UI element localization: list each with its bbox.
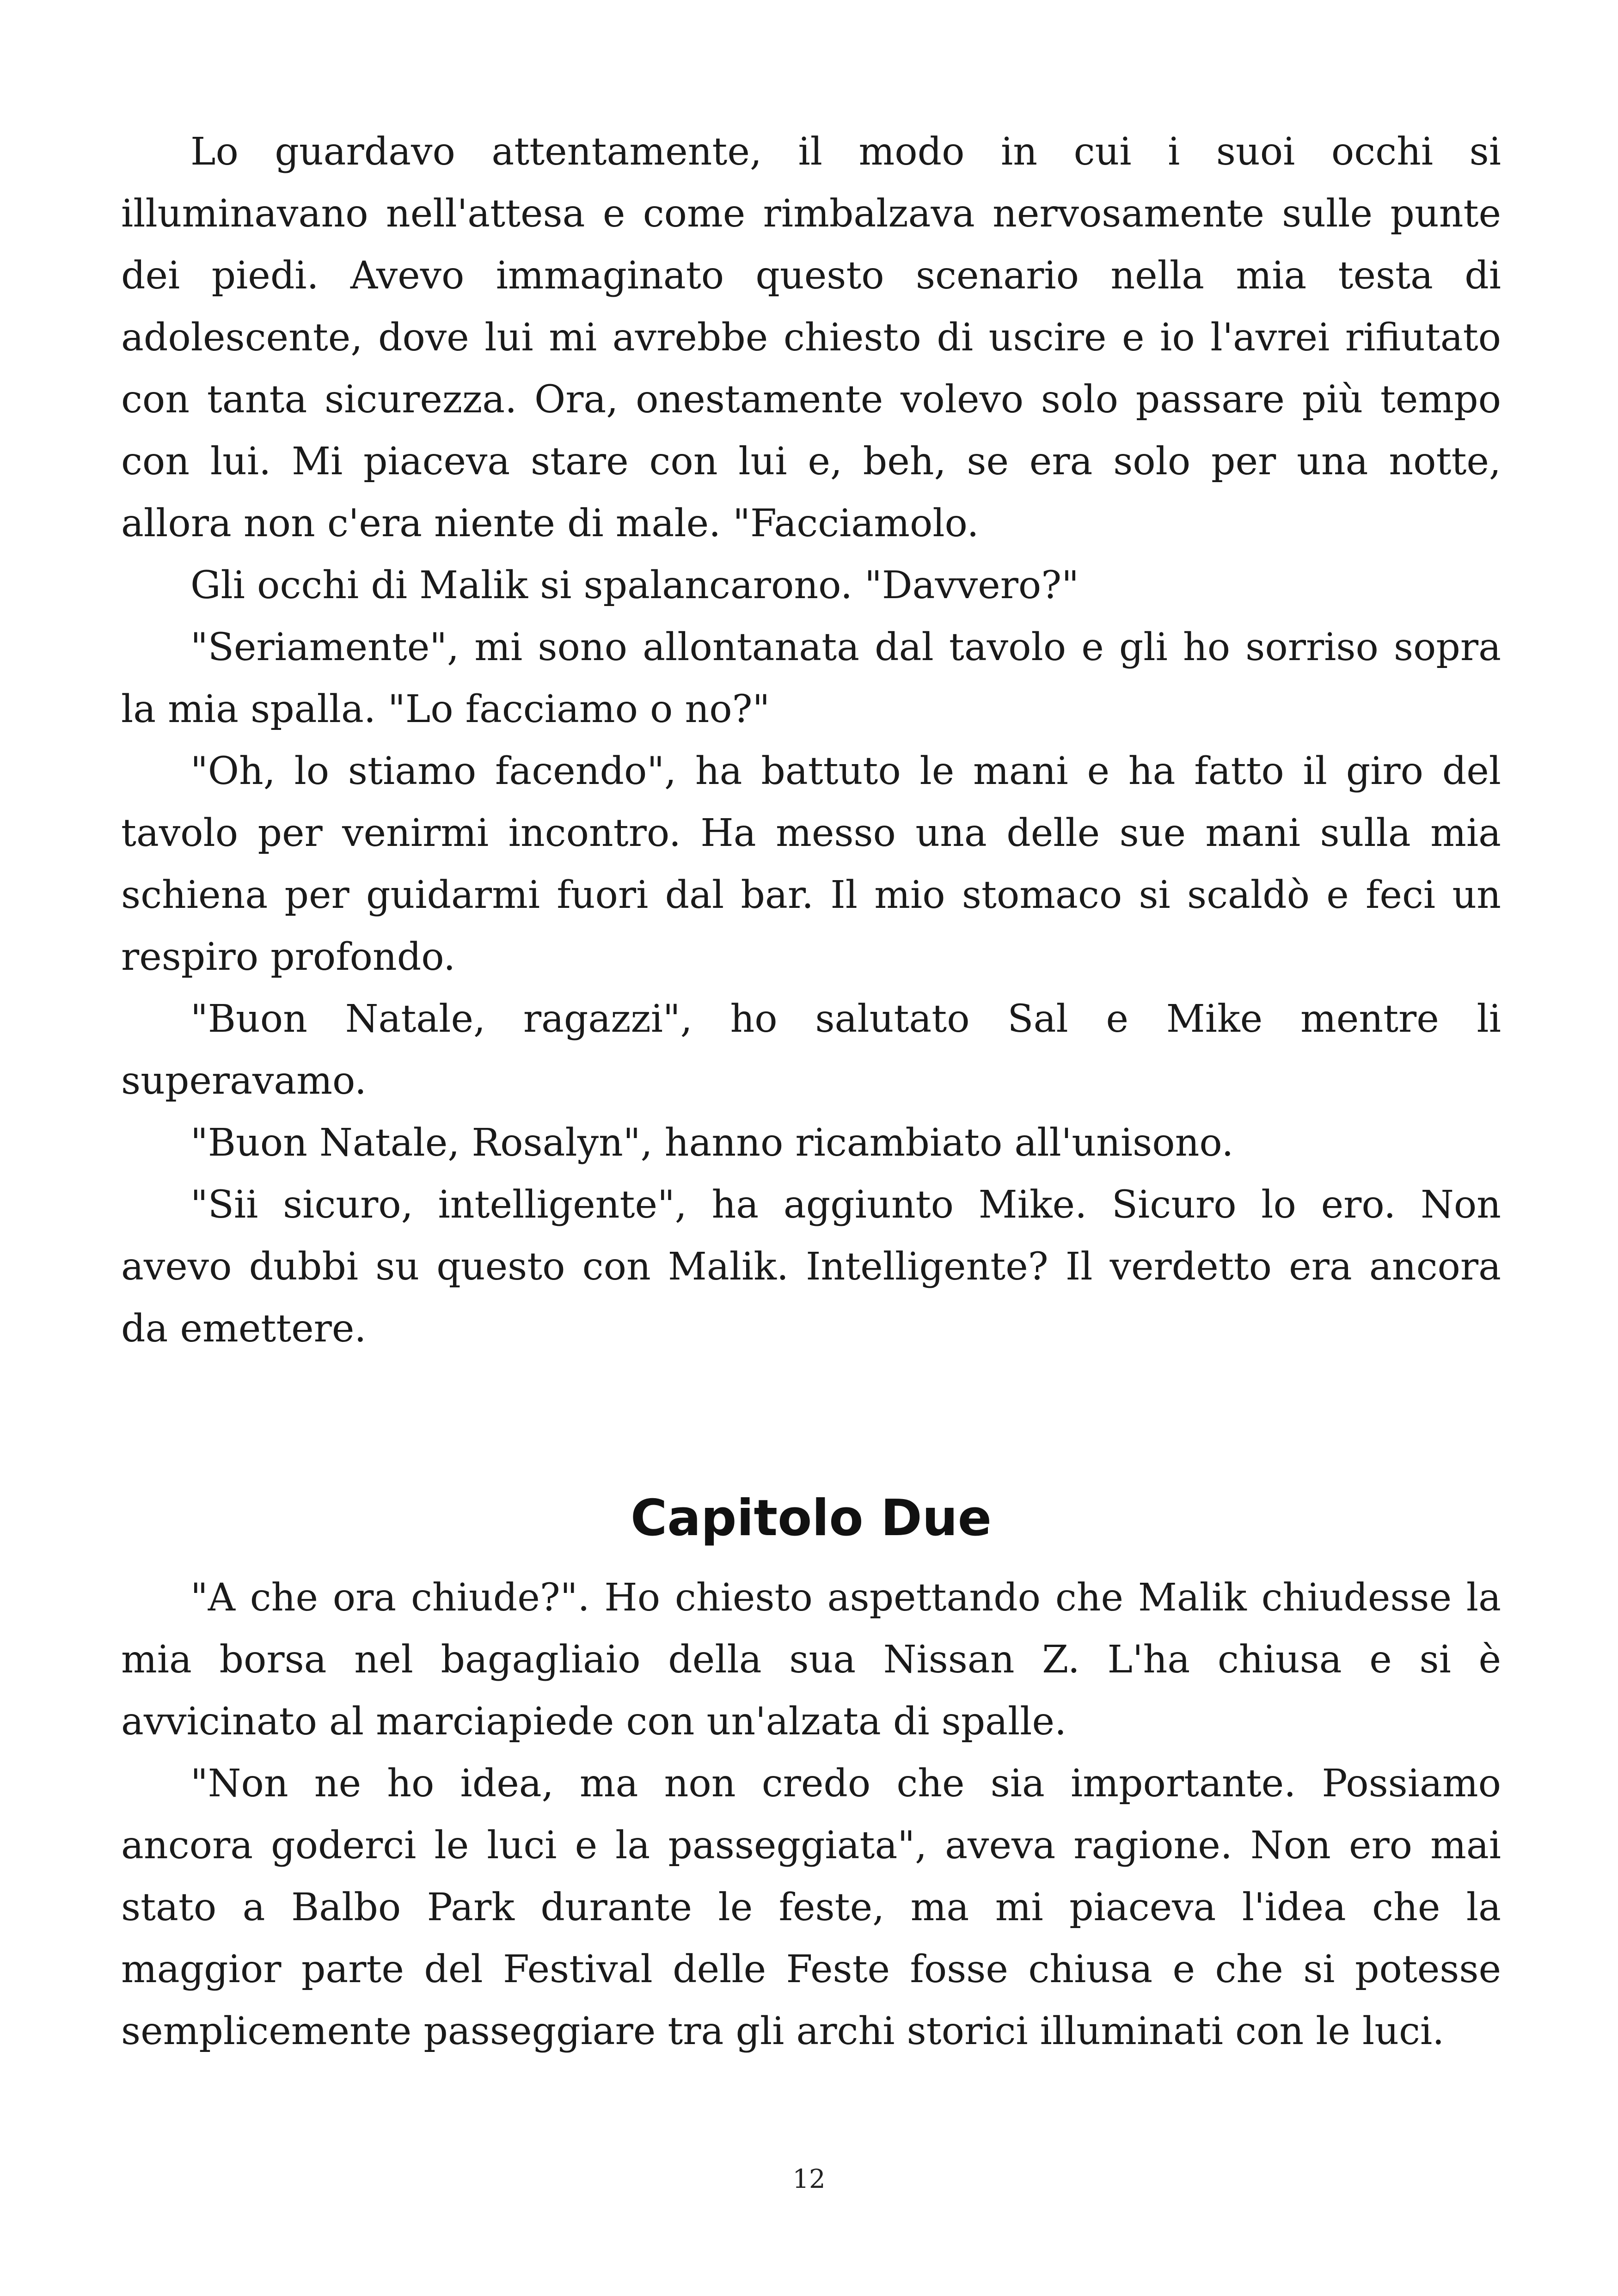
paragraph: "A che ora chiude?". Ho chiesto aspettando che Malik chiudesse la mia borsa nel bagagliaio della sua Nissan Z. L'ha chiusa e si è avvicinato al marciapiede con un'alzata di spalle. (121, 1576, 1501, 1744)
paragraph: Lo guardavo attentamente, il modo in cui i suoi occhi si illuminavano nell'attesa e come rimbalzava nervosamente sulle punte dei piedi. Avevo immaginato questo scenario nella mia testa di adolescente, dove lui mi avrebbe chiesto di uscire e io l'avrei rifiutato con tanta sicurezza. Ora, onestamente volevo solo passare più tempo con lui. Mi piaceva stare con lui e, beh, se era solo per una notte, allora non c'era niente di male. "Facciamolo. (121, 130, 1501, 545)
paragraph: "Seriamente", mi sono allontanata dal tavolo e gli ho sorriso sopra la mia spalla. "Lo facciamo o no?" (121, 625, 1501, 731)
body-text-top (121, 121, 1501, 1360)
paragraph: "Oh, lo stiamo facendo", ha battuto le mani e ha fatto il giro del tavolo per venirmi incontro. Ha messo una delle sue mani sulla mia schiena per guidarmi fuori dal bar. Il mio stomaco si scaldò e feci un respiro profondo. (121, 749, 1501, 979)
paragraph: "Buon Natale, Rosalyn", hanno ricambiato all'unisono. (190, 1121, 1234, 1165)
paragraph: "Buon Natale, ragazzi", ho salutato Sal e Mike mentre li superavamo. (121, 997, 1501, 1103)
paragraph: Gli occhi di Malik si spalancarono. "Davvero?" (190, 563, 1079, 607)
chapter-title: Capitolo Due (631, 1489, 992, 1547)
page-number: 12 (792, 2164, 826, 2194)
paragraph: "Sii sicuro, intelligente", ha aggiunto Mike. Sicuro lo ero. Non avevo dubbi su questo con Malik. Intelligente? Il verdetto era ancora da emettere. (121, 1183, 1501, 1351)
paragraph: "Non ne ho idea, ma non credo che sia importante. Possiamo ancora goderci le luci e la passeggiata", aveva ragione. Non ero mai stato a Balbo Park durante le feste, ma mi piaceva l'idea che la maggior parte del Festival delle Feste fosse chiusa e che si potesse semplicemente passeggiare tra gli archi storici illuminati con le luci. (121, 1762, 1501, 2053)
body-text-bottom (121, 1567, 1501, 2063)
